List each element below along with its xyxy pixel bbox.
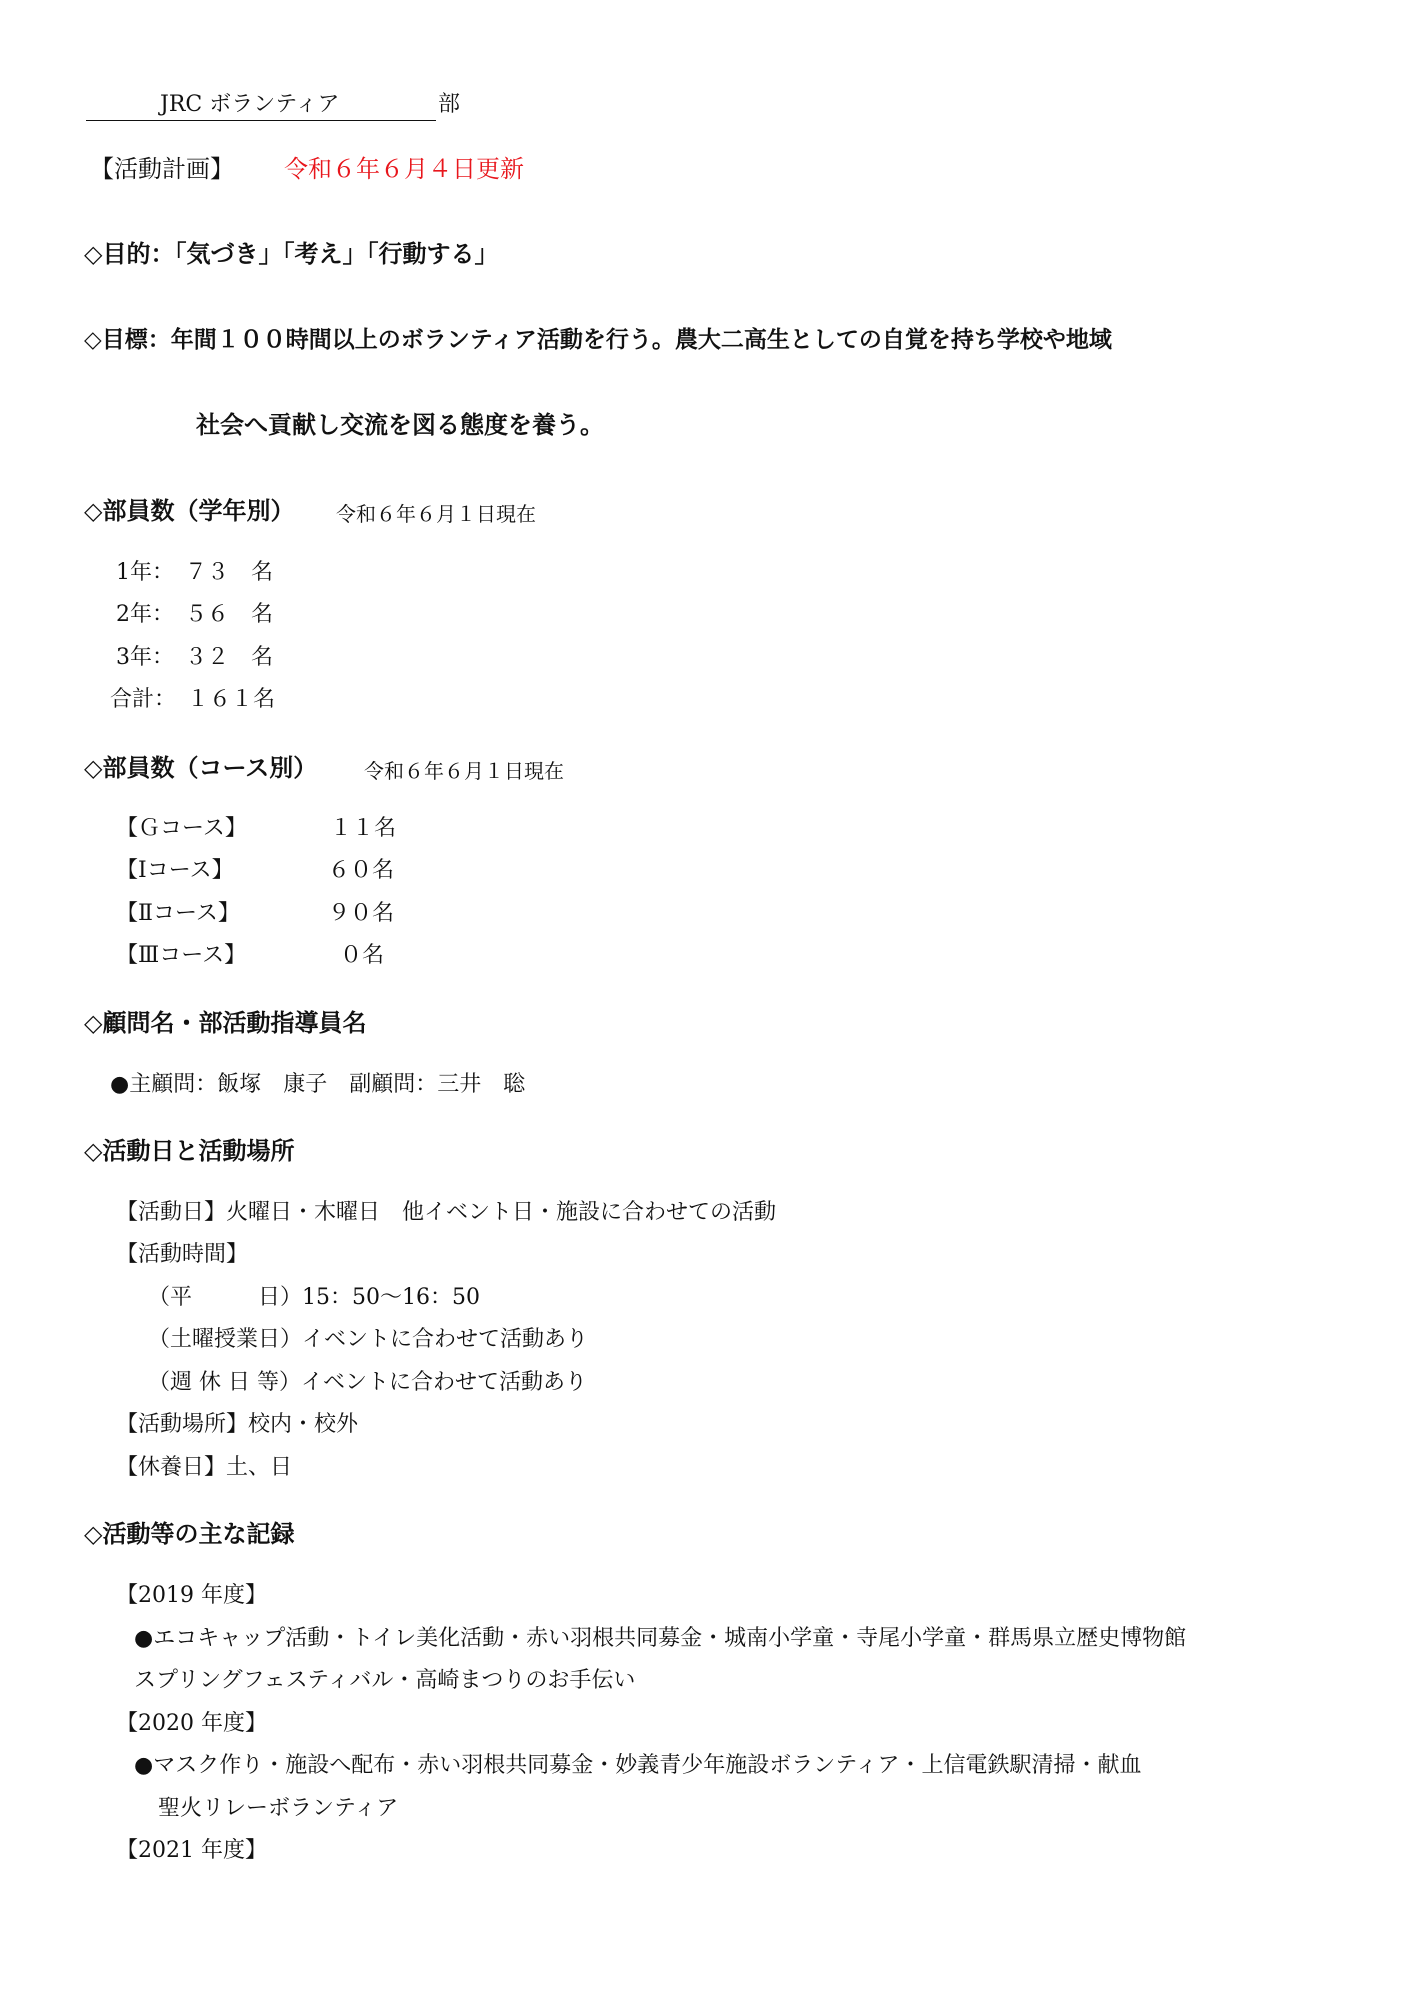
plan-label: 【活動計画】 — [90, 155, 234, 183]
records-heading: ◇活動等の主な記録 — [84, 1520, 295, 1548]
grade-row: 2年： ５６ 名 — [116, 602, 273, 627]
course-count: ０名 — [340, 943, 385, 968]
course-label: 【Ⅱコース】 — [116, 901, 240, 926]
members-by-course-note: 令和６年６月１日現在 — [364, 759, 564, 783]
club-suffix: 部 — [438, 92, 461, 117]
course-count: ６０名 — [328, 858, 395, 883]
goal-line-1: ◇目標：年間１００時間以上のボランティア活動を行う。農大二高生としての自覚を持ち学校や地域 — [84, 327, 1112, 353]
members-by-grade-note: 令和６年６月１日現在 — [336, 502, 536, 526]
rest-days: 【休養日】土、日 — [116, 1455, 293, 1480]
record-2020-line-2: 聖火リレーボランティア — [158, 1796, 399, 1821]
advisors-line: ●主顧問：飯塚 康子 副顧問：三井 聡 — [110, 1072, 526, 1097]
activity-days: 【活動日】火曜日・木曜日 他イベント日・施設に合わせての活動 — [116, 1200, 777, 1225]
activity-place: 【活動場所】校内・校外 — [116, 1412, 359, 1437]
activity-time-label: 【活動時間】 — [116, 1242, 249, 1267]
course-count: １１名 — [330, 816, 397, 841]
members-by-course-heading: ◇部員数（コース別） — [84, 754, 318, 782]
record-2019-line-2: スプリングフェスティバル・高崎まつりのお手伝い — [134, 1668, 636, 1693]
club-name: JRC ボランティア — [160, 92, 340, 117]
record-2019-line-1: ●エコキャップ活動・トイレ美化活動・赤い羽根共同募金・城南小学童・寺尾小学童・群馬県立歴史博物館 — [134, 1626, 1187, 1651]
record-year-label: 【2021 年度】 — [116, 1838, 267, 1863]
course-label: 【Ⅲコース】 — [116, 943, 247, 968]
purpose-heading: ◇目的：「気づき」「考え」「行動する」 — [84, 240, 499, 268]
record-2020-line-1: ●マスク作り・施設へ配布・赤い羽根共同募金・妙義青少年施設ボランティア・上信電鉄駅清掃・献血 — [134, 1753, 1142, 1778]
club-name-underline — [86, 120, 436, 121]
members-by-grade-heading: ◇部員数（学年別） — [84, 497, 295, 525]
plan-updated-date: 令和６年６月４日更新 — [284, 155, 524, 183]
course-label: 【Ⅰコース】 — [116, 858, 234, 883]
course-count: ９０名 — [328, 901, 395, 926]
activity-time-weekday: （平 日）15：50〜16：50 — [148, 1285, 480, 1310]
record-year-label: 【2020 年度】 — [116, 1711, 267, 1736]
activity-time-saturday: （土曜授業日）イベントに合わせて活動あり — [148, 1327, 589, 1352]
record-year-label: 【2019 年度】 — [116, 1583, 267, 1608]
grade-total-row: 合計： １６１名 — [110, 687, 276, 712]
advisors-heading: ◇顧問名・部活動指導員名 — [84, 1009, 367, 1037]
grade-row: 3年： ３２ 名 — [116, 645, 273, 670]
course-label: 【Ｇコース】 — [116, 816, 247, 841]
goal-line-2: 社会へ貢献し交流を図る態度を養う。 — [196, 411, 604, 439]
activity-time-holiday: （週 休 日 等）イベントに合わせて活動あり — [148, 1370, 587, 1395]
grade-row: 1年： ７３ 名 — [116, 560, 273, 585]
schedule-heading: ◇活動日と活動場所 — [84, 1137, 295, 1165]
